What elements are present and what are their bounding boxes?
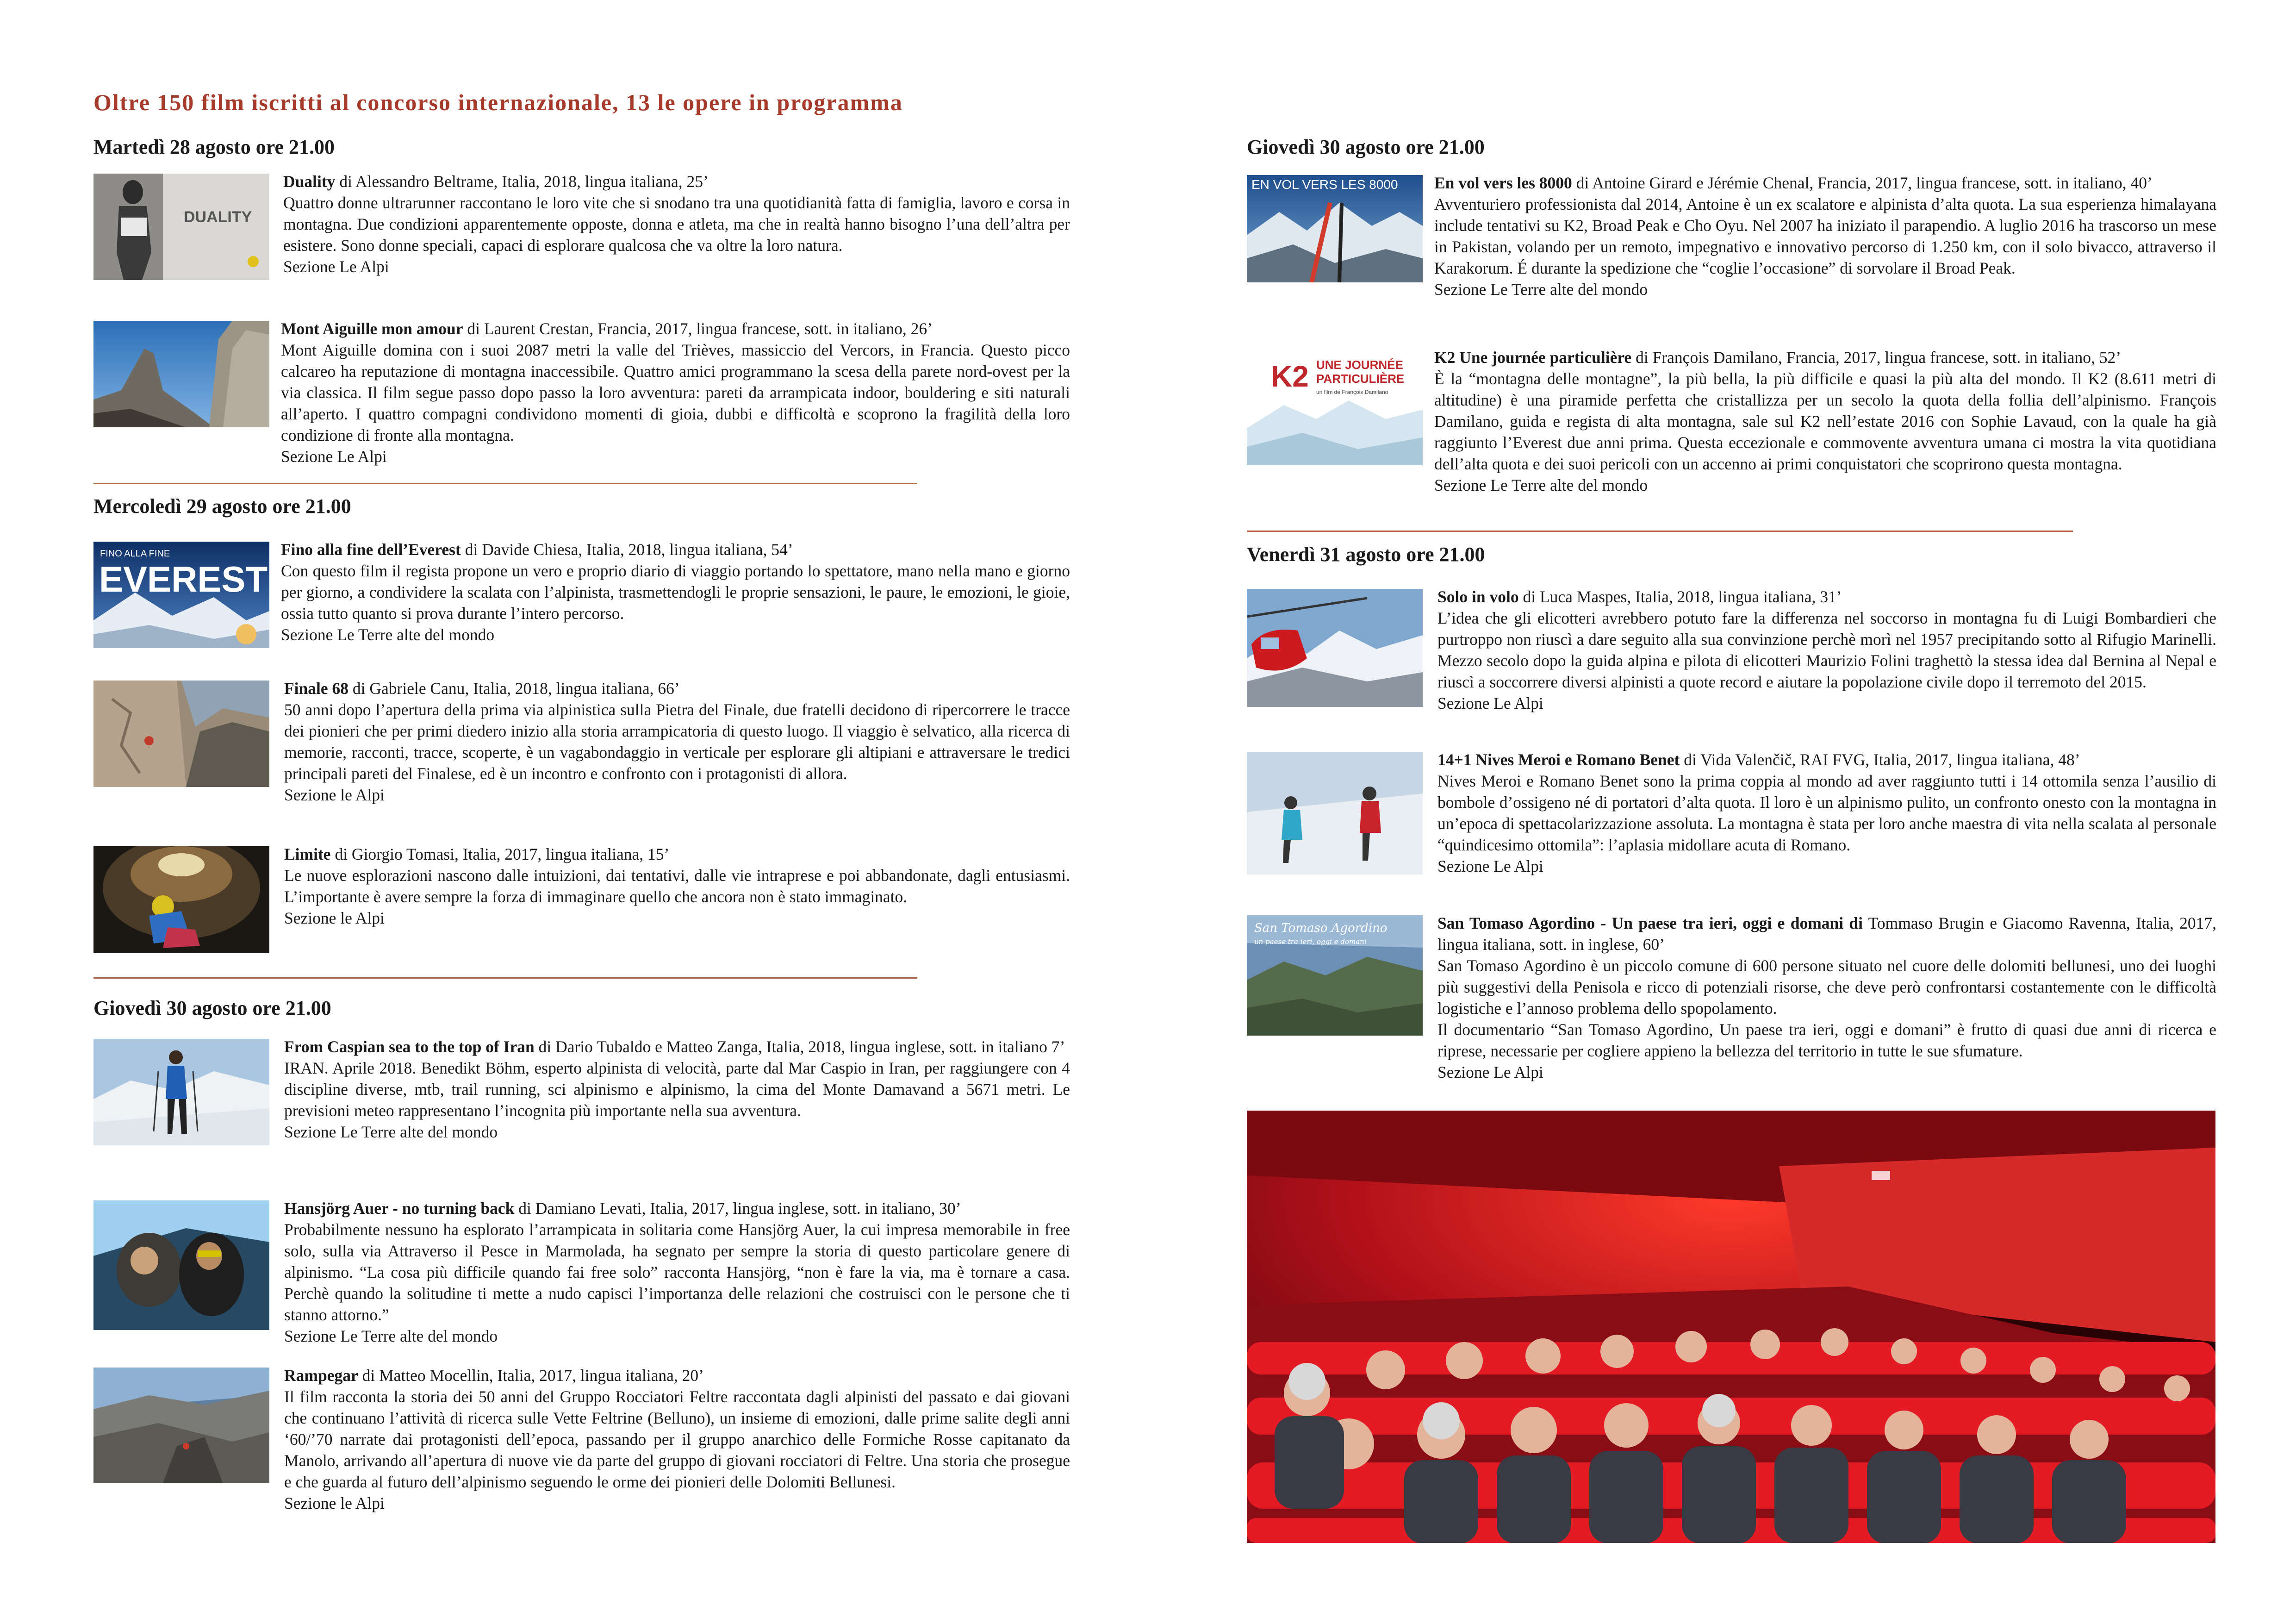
film-entry-san-tomaso	[1247, 914, 2216, 1081]
film-title: En vol vers les 8000	[1434, 174, 1572, 192]
page-title: Oltre 150 film iscritti al concorso internazionale, 13 le opere in programma	[93, 89, 903, 115]
film-text	[284, 678, 1070, 806]
film-entry-mont-aiguille	[93, 319, 1070, 466]
film-title: Hansjörg Auer - no turning back	[284, 1199, 515, 1218]
film-thumbnail	[93, 846, 269, 953]
film-thumbnail	[93, 174, 269, 280]
film-description: L’idea che gli elicotteri avrebbero potuto fare la differenza nel soccorso in montagna fu di Luigi Bombardieri che purtroppo non riuscì a dare seguito alla sua convinzione perchè morì nel 1957 precipitando sotto al Rifugio Marinelli. Mezzo secolo dopo la guida alpina e pilota di elicotteri Maurizio Folini traghettò la stessa idea dal Bernina al Nepal e riuscì a soccorrere diversi alpinisti a quote record e aiutare la popolazione civile dopo il terremoto del 2015.	[1437, 609, 2216, 691]
film-entry-en-vol	[1247, 174, 2216, 299]
section-divider	[93, 977, 917, 979]
duality-logo-text: DUALITY	[184, 208, 252, 226]
k2-logo-text: K2	[1271, 360, 1309, 393]
film-credits: di Giorgio Tomasi, Italia, 2017, lingua italiana, 15’	[330, 845, 670, 863]
film-thumbnail	[93, 1200, 269, 1330]
film-entry-nives-meroi	[1247, 752, 2216, 874]
film-entry-rampegar	[93, 1366, 1070, 1512]
film-section: Sezione le Alpi	[284, 786, 385, 804]
film-credits: di Damiano Levati, Italia, 2017, lingua inglese, sott. in italiano, 30’	[514, 1199, 961, 1218]
film-title: 14+1 Nives Meroi e Romano Benet	[1437, 750, 1680, 769]
film-section: Sezione Le Terre alte del mondo	[284, 1123, 498, 1141]
film-entry-limite	[93, 846, 1070, 953]
film-thumbnail	[93, 321, 269, 427]
film-credits: di Antoine Girard e Jérémie Chenal, Francia, 2017, lingua francese, sott. in italiano, 40’	[1572, 174, 2153, 192]
film-section: Sezione le Alpi	[284, 1494, 385, 1512]
film-section: Sezione Le Terre alte del mondo	[1434, 280, 1648, 299]
film-description: 50 anni dopo l’apertura della prima via alpinistica sulla Pietra del Finale, due fratelli decidono di ripercorrere le tracce dei pionieri che per primi diedero inizio alla storia arrampicatoria di questo luogo. Il viaggio è selvatico, alla ricerca di memorie, racconti, tracce, scoperte, è un vagabondaggio in verticale per esplorare gli altipiani e attraversare le tredici principali pareti del Finalese, ed è un incontro e confronto con i protagonisti di allora.	[284, 700, 1070, 783]
film-entry-duality	[93, 174, 1070, 280]
film-credits: di Gabriele Canu, Italia, 2018, lingua italiana, 66’	[348, 679, 680, 698]
film-description: Mont Aiguille domina con i suoi 2087 metri la valle del Trièves, massiccio del Vercors, in Francia. Questo picco calcareo ha reputazione di montagna inaccessibile. Quattro amici programmano la scesa della parete nord-ovest per la via classica. Il film segue passo dopo passo la loro avventura: pareti da arrampicata indoor, bouldering e siti naturali all’aperto. I quattro compagni condividono momenti di gioia, dubbi e difficoltà e scoprono la fragilità della loro condizione di fronte alla montagna.	[281, 341, 1070, 444]
film-title: San Tomaso Agordino - Un paese tra ieri, oggi e domani di	[1437, 914, 1863, 932]
film-credits: di Alessandro Beltrame, Italia, 2018, lingua italiana, 25’	[335, 172, 709, 191]
film-credits: di Luca Maspes, Italia, 2018, lingua italiana, 31’	[1518, 587, 1842, 606]
section-divider	[93, 483, 917, 484]
film-description: Il film racconta la storia dei 50 anni del Gruppo Rocciatori Feltre raccontata dagli alpinisti del passato e dai giovani che continuano l’attività di ricerca sulle Vette Feltrine (Belluno), un insieme di emozioni, dalle prime salite degli anni ‘60/’70 narrate dai protagonisti dell’epoca, passando per il gruppo anarchico delle Formiche Rosse capitanato da Manolo, arrivando all’apertura di nuove vie da parte del gruppo di giovani rocciatori di Feltre. Una storia che prosegue e che guarda al futuro dell’alpinismo seguendo le orme dei pionieri delle Dolomiti Bellunesi.	[284, 1387, 1070, 1491]
k2-subtitle-line1: UNE JOURNÉE	[1316, 358, 1403, 372]
film-text	[284, 1036, 1070, 1143]
film-text	[1434, 347, 2216, 496]
film-section: Sezione Le Terre alte del mondo	[281, 625, 495, 644]
film-credits: Tommaso Brugin e Giacomo Ravenna, Italia, 2017, lingua italiana, sott. in inglese, 60’	[1437, 914, 2216, 954]
film-title: Mont Aiguille mon amour	[281, 319, 463, 338]
film-credits: di Davide Chiesa, Italia, 2018, lingua italiana, 54’	[460, 540, 793, 559]
film-description: Avventuriero professionista dal 2014, Antoine è un ex scalatore e alpinista d’alta quota. La sua esperienza himalayana include tentativi su K2, Broad Peak e Cho Oyu. Nel 2007 ha iniziato il parapendio. A luglio 2016 ha trascorso un mese in Pakistan, volando per un remoto, impegnativo e innovativo percorso di 1.250 km, con il solo bivacco, attraverso il Karakorum. É durante la spedizione che “coglie l’occasione” di sorvolare il Broad Peak.	[1434, 195, 2216, 277]
en-vol-logo-text: EN VOL VERS LES 8000	[1251, 177, 1398, 192]
film-title: Fino alla fine dell’Everest	[281, 540, 461, 559]
film-section: Sezione Le Terre alte del mondo	[284, 1327, 498, 1345]
film-description: Nives Meroi e Romano Benet sono la prima coppia al mondo ad aver raggiunto tutti i 14 ottomila senza l’ausilio di bombole d’ossigeno né di portatori d’alta quota. Il loro è un alpinismo pulito, un confronto onesto con la montagna in un’epoca di spettacolarizzazione assoluta. La montagna è stata per loro anche maestra di vita nella scalata al personale “quindicesimo ottomila”: l’aplasia midollare acuta di Romano.	[1437, 772, 2216, 854]
film-title: Limite	[284, 845, 331, 863]
film-description: Le nuove esplorazioni nascono dalle intuizioni, dai tentativi, dalle vie intraprese e poi abbandonate, dagli entusiasmi. L’importante è avere sempre la forza di immaginare quello che ancora non è stato immaginato.	[284, 866, 1070, 906]
film-credits: di Dario Tubaldo e Matteo Zanga, Italia, 2018, lingua inglese, sott. in italiano 7’	[534, 1037, 1065, 1056]
film-text	[283, 171, 1070, 277]
everest-small-text: FINO ALLA FINE	[100, 549, 170, 559]
film-title: Rampegar	[284, 1366, 358, 1385]
san-tomaso-logo-text: San Tomaso Agordino	[1254, 921, 1388, 935]
film-thumbnail	[93, 1039, 269, 1145]
film-section: Sezione Le Terre alte del mondo	[1434, 476, 1648, 494]
film-section: Sezione le Alpi	[284, 909, 385, 927]
film-thumbnail	[93, 542, 269, 648]
film-thumbnail	[1247, 752, 1423, 874]
film-entry-solo-in-volo	[1247, 587, 2216, 712]
film-text	[281, 539, 1070, 645]
film-entry-caspian	[93, 1039, 1070, 1145]
section-divider	[1247, 531, 2073, 532]
film-section: Sezione Le Alpi	[1437, 694, 1543, 712]
film-title: Finale 68	[284, 679, 349, 698]
san-tomaso-subtitle: un paese tra ieri, oggi e domani	[1254, 937, 1367, 946]
film-section: Sezione Le Alpi	[1437, 857, 1543, 875]
film-title: Duality	[283, 172, 336, 191]
film-section: Sezione Le Alpi	[283, 257, 389, 276]
film-credits: di Laurent Crestan, Francia, 2017, lingua francese, sott. in italiano, 26’	[463, 319, 933, 338]
day-heading: Martedì 28 agosto ore 21.00	[93, 136, 335, 158]
film-credits: di François Damilano, Francia, 2017, lingua francese, sott. in italiano, 52’	[1631, 348, 2122, 367]
film-thumbnail	[1247, 589, 1423, 707]
everest-logo-text: EVEREST	[99, 559, 268, 600]
film-description: Probabilmente nessuno ha esplorato l’arrampicata in solitaria come Hansjörg Auer, la cui impresa memorabile in free solo, sulla via Attraverso il Pesce in Marmolada, ha segnato per sempre la storia di questo particolare genere di alpinismo. “La cosa più difficile quando fai free solo” racconta Hansjörg, “non è fare la via, ma è tornare a casa. Perchè quando la solitudine ti mette a nudo capisci l’importanza delle relazioni che costruisci con le persone che ti stanno attorno.”	[284, 1220, 1070, 1324]
film-text	[284, 1365, 1070, 1514]
k2-credit-text: un film de François Damilano	[1316, 389, 1388, 395]
film-text	[281, 318, 1070, 467]
film-description: San Tomaso Agordino è un piccolo comune di 600 persone situato nel cuore delle dolomiti bellunesi, uno dei luoghi più suggestivi della Penisola e ricco di potenziali risorse, che deve però confrontarsi costantemente con le difficoltà logistiche e l’annoso problema dello spopolamento.	[1437, 956, 2216, 1018]
film-thumbnail	[93, 1368, 269, 1483]
film-text	[1434, 172, 2216, 300]
day-heading: Giovedì 30 agosto ore 21.00	[93, 997, 331, 1019]
film-credits: di Vida Valenčič, RAI FVG, Italia, 2017, lingua italiana, 48’	[1680, 750, 2080, 769]
film-text	[1437, 749, 2216, 877]
film-entry-finale-68	[93, 679, 1070, 804]
film-title: K2 Une journée particulière	[1434, 348, 1632, 367]
film-entry-hansjorg-auer	[93, 1199, 1070, 1345]
film-text	[1437, 912, 2216, 1083]
film-text	[284, 843, 1070, 929]
film-description-2: Il documentario “San Tomaso Agordino, Un paese tra ieri, oggi e domani” è frutto di quasi due anni di ricerca e riprese, necessarie per cogliere appieno la bellezza del territorio in tutte le sue sfumature.	[1437, 1020, 2216, 1060]
film-entry-k2	[1247, 348, 2216, 494]
k2-subtitle-line2: PARTICULIÈRE	[1316, 372, 1405, 386]
film-description: Con questo film il regista propone un vero e proprio diario di viaggio portando lo spettatore, mano nella mano e giorno per giorno, a condividere la scalata con l’alpinista, trasmettendogli le proprie sensazioni, le paure, le emozioni, le gioie, ossia tutto quanto si prova durante l’intero percorso.	[281, 562, 1070, 623]
film-description: È la “montagna delle montagne”, la più bella, la più difficile e quasi la più alta del mondo. Il K2 (8.611 metri di altitudine) è una piramide perfetta che cristallizza per un secolo la quota della follia dell’alpinismo. François Damilano, guida e regista di alta montagna, sale sul K2 nell’estate 2016 con Sophie Lavaud, con la quale ha già raggiunto l’Everest due anni prima. Questa eccezionale e commovente avventura umana ci mostra la vita quotidiana dell’alta quota e dei suoi pericoli con un accenno ai primi conquistatori che scoprirono questa montagna.	[1434, 369, 2216, 473]
film-thumbnail	[1247, 175, 1423, 282]
film-title: Solo in volo	[1437, 587, 1519, 606]
film-thumbnail	[1247, 915, 1423, 1036]
film-title: From Caspian sea to the top of Iran	[284, 1037, 535, 1056]
film-text	[1437, 586, 2216, 714]
film-description: IRAN. Aprile 2018. Benedikt Böhm, esperto alpinista di velocità, parte dal Mar Caspio in Iran, per raggiungere con 4 discipline diverse, mtb, trail running, sci alpinismo e alpinismo, la cima del Monte Damavand a 5671 metri. Le previsioni meteo rappresentano l’incognita più importante nella sua avventura.	[284, 1059, 1070, 1120]
film-thumbnail	[93, 681, 269, 787]
film-text	[284, 1198, 1070, 1347]
film-description: Quattro donne ultrarunner raccontano le loro vite che si snodano tra una quotidianità fatta di famiglia, lavoro e corsa in montagna. Due condizioni apparentemente opposte, donna e atleta, ma che in realtà hanno bisogno l’una dell’altra per esistere. Sono donne speciali, capaci di esplorare qualcosa che va oltre la loro natura.	[283, 194, 1070, 255]
cinema-audience-photo	[1247, 1111, 2215, 1543]
film-credits: di Matteo Mocellin, Italia, 2017, lingua italiana, 20’	[358, 1366, 704, 1385]
day-heading: Giovedì 30 agosto ore 21.00	[1247, 136, 1485, 158]
day-heading: Venerdì 31 agosto ore 21.00	[1247, 543, 1485, 566]
film-section: Sezione Le Alpi	[281, 447, 387, 466]
day-heading: Mercoledì 29 agosto ore 21.00	[93, 495, 351, 518]
film-entry-everest	[93, 542, 1070, 648]
film-section: Sezione Le Alpi	[1437, 1063, 1543, 1081]
film-thumbnail	[1247, 350, 1423, 465]
